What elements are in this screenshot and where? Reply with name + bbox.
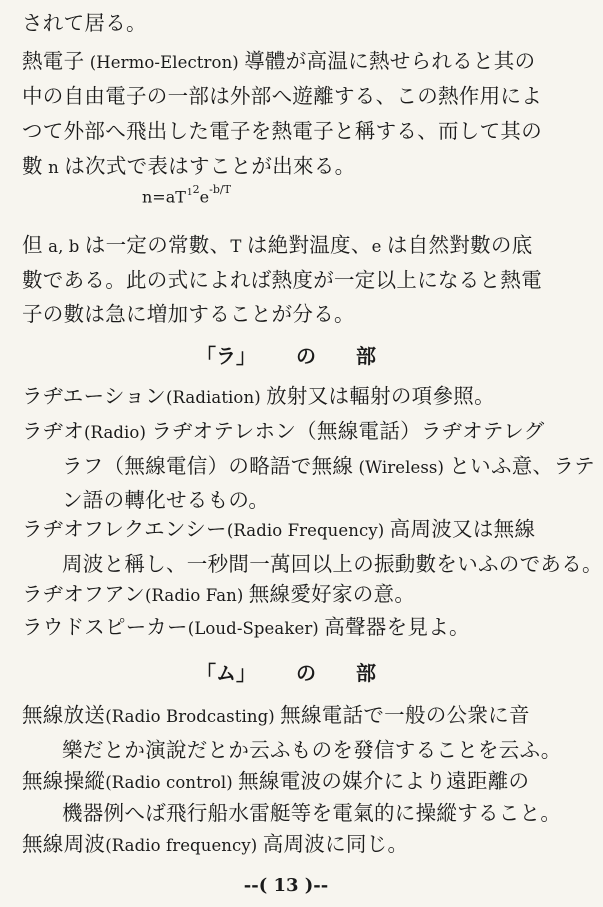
- entry-radio: [22, 418, 558, 446]
- text-line: [22, 10, 558, 36]
- text-span: 數: [22, 154, 43, 178]
- text-span: は次式で表はすことが出來る。: [64, 154, 356, 178]
- entry-term: ラヂオフレクエンシー: [22, 517, 227, 541]
- text-span: は一定の常數、: [84, 233, 231, 257]
- text-line: [62, 551, 603, 577]
- text-span: 機器例へば飛行船水雷艇等を電氣的に操縱すること。: [62, 801, 562, 825]
- text-line: [62, 737, 562, 763]
- entry-term: ラウドスピーカー: [22, 615, 188, 639]
- section-bu: 部: [356, 344, 376, 368]
- section-heading-mu: [0, 660, 572, 686]
- entry-term: ラヂオフアン: [22, 582, 145, 606]
- text-span: 但: [22, 233, 43, 257]
- formula-lhs: n=aT: [142, 187, 186, 207]
- text-span: 中の自由電子の一部は外部へ遊離する、この熱作用によ: [22, 84, 542, 108]
- entry-definition: 無線愛好家の意。: [248, 582, 416, 606]
- entry-definition: 高周波に同じ。: [262, 832, 409, 856]
- text-span: といふ意、ラテ: [449, 454, 595, 478]
- entry-term: ラヂエーション: [22, 384, 166, 408]
- text-span: a, b: [42, 237, 85, 256]
- entry-radio-frequency-mu: [22, 831, 558, 859]
- entry-latin: (Radio Fan): [144, 586, 249, 605]
- entry-term: 熱電子: [22, 49, 85, 73]
- text-span: は絶對温度、: [246, 233, 372, 257]
- formula-fraction: 1: [186, 188, 193, 199]
- entry-latin: (Radio control): [105, 773, 239, 792]
- entry-definition: 放射又は輻射の項參照。: [266, 384, 495, 408]
- text-span: は自然對數の底: [386, 233, 533, 257]
- text-span: n: [42, 158, 65, 177]
- entry-latin: (Radio Frequency): [226, 521, 390, 540]
- text-span: 樂だとか演說だとか云ふものを發信することを云ふ。: [62, 738, 562, 762]
- entry-term: ラヂオ: [22, 419, 84, 443]
- section-kana: 「ラ」: [196, 344, 256, 368]
- entry-definition: ラヂオテレホン（無線電話）ラヂオテレグ: [151, 419, 545, 443]
- entry-definition: 無線電話で一般の公衆に音: [280, 703, 530, 727]
- text-line: [22, 83, 558, 109]
- text-span: T: [230, 237, 247, 256]
- text-line: [22, 118, 558, 144]
- formula: [142, 180, 231, 213]
- section-no: の: [296, 344, 316, 368]
- text-span: つて外部へ飛出した電子を熱電子と稱する、而して其の: [22, 119, 542, 143]
- entry-term: 無線放送: [22, 703, 106, 727]
- entry-latin: (Radio Brodcasting): [105, 707, 281, 726]
- entry-definition: 高聲器を見よ。: [324, 615, 470, 639]
- text-span: e: [371, 237, 387, 256]
- text-line: [62, 487, 558, 513]
- text-line: [62, 800, 562, 826]
- section-heading-ra: [0, 343, 572, 369]
- entry-definition: 高周波又は無線: [389, 517, 536, 541]
- text-span: 周波と稱し、一秒間一萬回以上の振動數をいふのである。: [62, 552, 603, 576]
- entry-latin: (Hermo-Electron): [84, 53, 245, 72]
- text-line: [62, 453, 595, 481]
- entry-term: 無線周波: [22, 832, 106, 856]
- entry-latin: (Loud-Speaker): [187, 619, 325, 638]
- text-line: [22, 267, 558, 293]
- section-kana: 「ム」: [196, 661, 256, 685]
- entry-radio-frequency: [22, 516, 558, 544]
- text-span: ン語の轉化せるもの。: [62, 488, 270, 512]
- text-line: [22, 301, 558, 327]
- entry-thermo-electron: [22, 48, 558, 76]
- formula-exponent: 2: [192, 183, 200, 196]
- page-number: --( 13 )--: [243, 875, 329, 896]
- entry-radio-control: [22, 768, 558, 796]
- formula-exponent: -b/T: [209, 183, 231, 196]
- entry-term: 無線操縱: [22, 769, 106, 793]
- entry-radiation: [22, 383, 558, 411]
- text-span: されて居る。: [22, 11, 147, 35]
- text-span: 子の數は急に増加することが分る。: [22, 302, 355, 326]
- entry-radio-broadcasting: [22, 702, 558, 730]
- entry-radio-fan: [22, 581, 558, 609]
- entry-latin: (Radio): [84, 423, 152, 442]
- entry-loud-speaker: [22, 614, 558, 642]
- entry-definition: 導體が高温に熱せられると其の: [244, 49, 536, 73]
- section-bu: 部: [356, 661, 376, 685]
- text-line: [22, 153, 558, 181]
- entry-definition: 無線電波の媒介により遠距離の: [238, 769, 530, 793]
- entry-latin: (Radiation): [165, 388, 267, 407]
- text-span: ラフ（無線電信）の略語で無線: [62, 454, 354, 478]
- section-no: の: [296, 661, 316, 685]
- text-span: (Wireless): [353, 458, 450, 477]
- text-span: 數である。此の式によれば熱度が一定以上になると熱電: [22, 268, 542, 292]
- formula-base: e: [199, 187, 210, 207]
- entry-latin: (Radio frequency): [105, 836, 263, 855]
- text-line: [22, 232, 558, 260]
